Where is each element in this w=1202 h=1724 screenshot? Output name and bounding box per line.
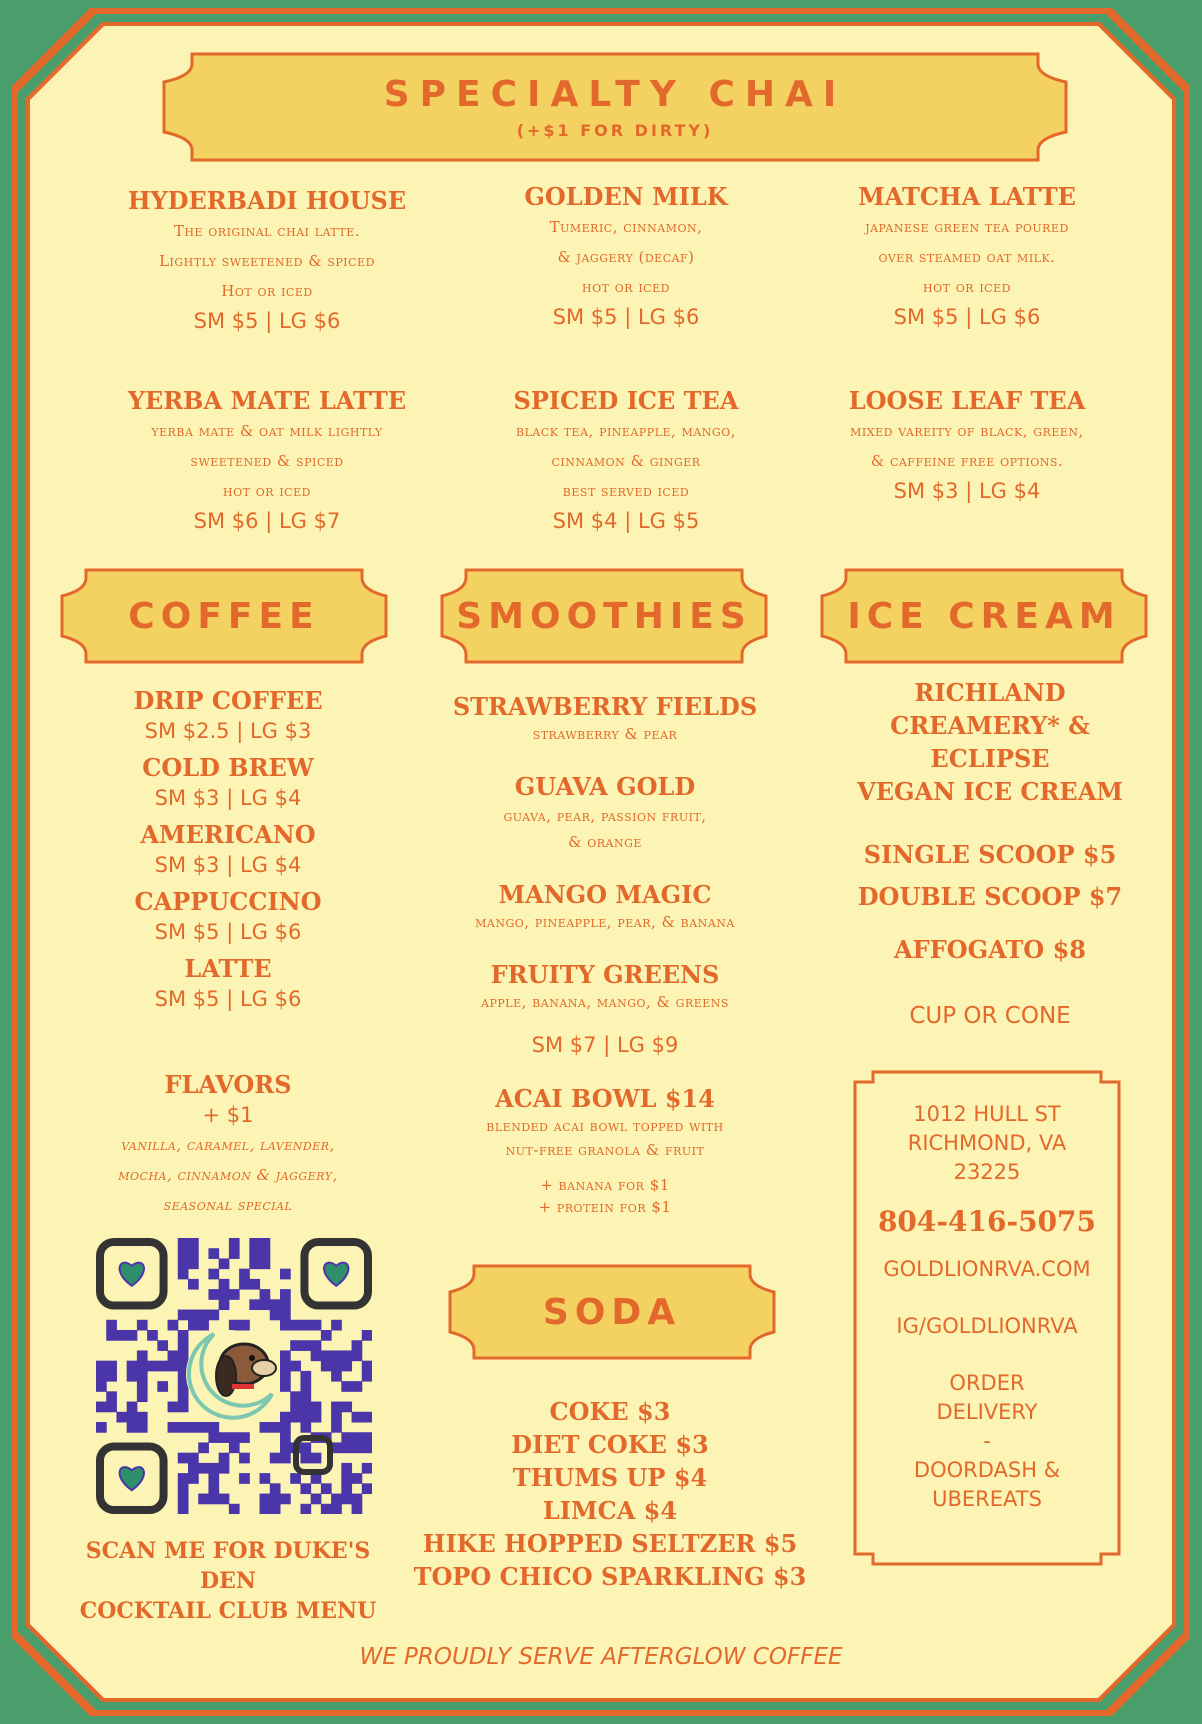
coffee-banner [60,568,388,664]
phone-number[interactable]: 804-416-5075 [877,1205,1097,1238]
qr-caption-line: SCAN ME FOR DUKE'S DEN [85,1538,371,1594]
chai-item-loose-leaf [792,386,1142,506]
chai-subtitle: (+$1 FOR DIRTY) [516,121,714,140]
item-price: SM $4 | LG $5 [552,509,700,533]
flavors-line: mocha, cinnamon & jaggery, [118,1166,338,1184]
order-line: UBEREATS [932,1487,1042,1511]
soda-item: LIMCA $4 [542,1496,678,1525]
item-name: COLD BREW [142,753,314,782]
item-desc: Lightly sweetened & spiced [159,252,375,270]
smoothie-strawberry [430,692,780,746]
item-price: SM $3 | LG $4 [893,479,1041,503]
item-name: DRIP COFFEE [133,686,323,715]
smoothies-banner [440,568,768,664]
order-line: ORDER [949,1371,1025,1395]
address-line: 1012 HULL ST [913,1102,1061,1126]
icecream-brand-line: CREAMERY* & [890,711,1090,740]
coffee-list [78,686,378,1014]
item-name: AMERICANO [140,820,316,849]
item-desc: apple, banana, mango, & greens [481,993,729,1011]
icecream-banner [820,568,1148,664]
item-desc: mango, pineapple, pear, & banana [475,913,735,931]
footer-text [200,1644,1002,1670]
icecream-title: ICE CREAM [847,595,1121,637]
item-price: SM $3 | LG $4 [154,786,302,810]
smoothie-fruity-greens [430,960,780,1014]
soda-item: DIET COKE $3 [511,1430,709,1459]
instagram-link[interactable]: IG/GOLDLIONRVA [896,1314,1078,1338]
acai-bowl [430,1084,780,1218]
flavors-block [68,1070,388,1220]
chai-item-spiced-ice-tea [451,386,801,536]
soda-item: THUMS UP $4 [512,1463,708,1492]
item-desc: & orange [568,833,642,851]
item-price: SM $6 | LG $7 [193,509,341,533]
footer-line: WE PROUDLY SERVE AFTERGLOW COFFEE [359,1644,843,1670]
item-price: SM $5 | LG $6 [154,987,302,1011]
order-line: DELIVERY [936,1400,1038,1424]
contact-info [853,1100,1121,1514]
qr-code-image [96,1238,372,1514]
acai-addon: + banana for $1 [540,1176,670,1194]
soda-title: SODA [542,1291,682,1333]
item-desc: Hot or iced [221,282,313,300]
icecream-items [840,838,1140,1033]
smoothies-title: SMOOTHIES [456,595,752,637]
item-price: SM $5 | LG $6 [154,920,302,944]
item-name: MANGO MAGIC [498,880,712,909]
soda-banner [448,1264,776,1360]
item-desc: nut-free granola & fruit [505,1141,705,1159]
soda-item: HIKE HOPPED SELTZER $5 [422,1529,798,1558]
coffee-title: COFFEE [128,595,320,637]
chai-title: SPECIALTY CHAI [383,74,847,115]
flavors-price: + $1 [202,1103,254,1127]
item-desc: & caffeine free options. [870,452,1064,470]
soda-item: TOPO CHICO SPARKLING $3 [413,1562,807,1591]
soda-item: COKE $3 [549,1397,671,1426]
chai-item-hyderbadi [92,186,442,336]
website-link[interactable]: GOLDLIONRVA.COM [883,1257,1091,1281]
smoothie-price [430,1030,780,1060]
item-name: LATTE [184,954,272,983]
qr-caption [58,1536,398,1626]
item-name: CAPPUCCINO [134,887,322,916]
soda-list [410,1395,810,1593]
item-desc: mixed vareity of black, green, [850,422,1084,440]
qr-caption-line: COCKTAIL CLUB MENU [79,1598,377,1624]
address-line: RICHMOND, VA [907,1131,1067,1155]
item-name: SPICED ICE TEA [513,386,739,415]
flavors-title: FLAVORS [164,1070,292,1099]
item-name: LOOSE LEAF TEA [848,386,1086,415]
icecream-brand-line: RICHLAND [914,678,1066,707]
item-desc: best served iced [562,482,690,500]
item-desc: cinnamon & ginger [551,452,701,470]
smoothie-guava [430,772,780,854]
icecream-brand-line: ECLIPSE [930,744,1050,773]
chai-item-yerba [92,386,442,536]
item-desc: strawberry & pear [532,725,678,743]
item-name: STRAWBERRY FIELDS [452,692,758,721]
item-desc: hot or iced [223,482,311,500]
item-name: HYDERBADI HOUSE [127,186,407,215]
chai-item-matcha [792,182,1142,332]
item-name: FRUITY GREENS [490,960,720,989]
icecream-brand-line: VEGAN ICE CREAM [857,777,1123,806]
icecream-note: CUP OR CONE [909,1003,1071,1029]
item-name: MATCHA LATTE [858,182,1076,211]
address-line: 23225 [953,1160,1021,1184]
item-desc: sweetened & spiced [190,452,344,470]
coffee-item [78,820,378,880]
item-desc: & jaggery (decaf) [557,248,695,266]
icecream-item: DOUBLE SCOOP $7 [857,882,1123,911]
coffee-item [78,686,378,746]
coffee-item [78,753,378,813]
item-desc: hot or iced [923,278,1011,296]
smoothie-mango [420,880,790,934]
flavors-line: vanilla, caramel, lavender, [121,1136,335,1154]
chai-banner [162,52,1068,162]
item-desc: hot or iced [582,278,670,296]
item-price: SM $5 | LG $6 [893,305,1041,329]
item-desc: japanese green tea poured [865,218,1069,236]
item-desc: yerba mate & oat milk lightly [151,422,383,440]
item-desc: The original chai latte. [173,222,361,240]
item-price: SM $5 | LG $6 [552,305,700,329]
item-desc: guava, pear, passion fruit, [503,807,707,825]
icecream-brand [840,676,1140,808]
item-desc: Tumeric, cinnamon, [549,218,703,236]
item-name: GOLDEN MILK [524,182,728,211]
icecream-item: AFFOGATO $8 [894,935,1086,964]
flavors-line: seasonal special [163,1196,293,1214]
item-name: GUAVA GOLD [514,772,696,801]
item-price: SM $2.5 | LG $3 [144,719,312,743]
chai-item-golden-milk [451,182,801,332]
item-desc: over steamed oat milk. [878,248,1056,266]
item-desc: blended acai bowl topped with [486,1117,724,1135]
coffee-item [78,887,378,947]
coffee-item [78,954,378,1014]
order-line: DOORDASH & [913,1458,1061,1482]
item-name: ACAI BOWL $14 [495,1084,715,1113]
item-price: SM $7 | LG $9 [531,1033,679,1057]
qr-code[interactable] [96,1238,372,1514]
item-price: SM $3 | LG $4 [154,853,302,877]
acai-addon: + protein for $1 [538,1198,672,1216]
item-price: SM $5 | LG $6 [193,309,341,333]
item-name: YERBA MATE LATTE [127,386,407,415]
order-line: - [983,1429,991,1453]
item-desc: black tea, pineapple, mango, [515,422,736,440]
icecream-item: SINGLE SCOOP $5 [863,840,1117,869]
